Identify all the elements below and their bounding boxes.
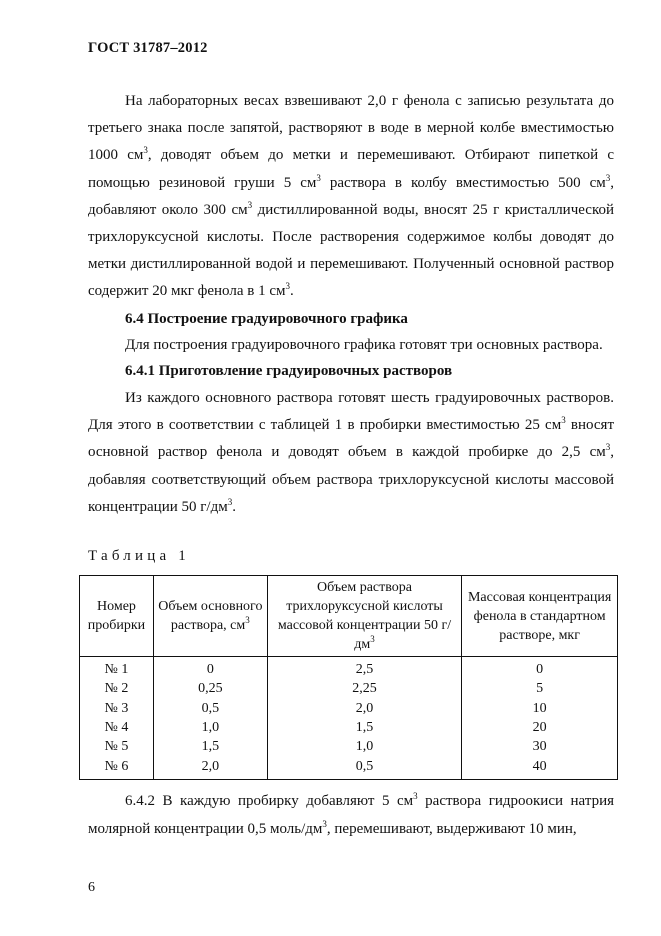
table-row [80,718,618,737]
table-cell: 2,0 [153,756,267,779]
table-cell: № 2 [80,679,154,698]
section-heading-6-4: 6.4 Построение градуировочного графика [125,311,408,327]
table-cell: 2,0 [267,699,462,718]
paragraph-calibration-solutions: Из каждого основного раствора готовят шесть градуировочных растворов. Для этого в соответствии с таблицей 1 в пробирки вместимостью 25 $см^3$ вносят основной раствор фенола и доводят объем в каждой пробирке до 2,5 $см^3$, добавляя соответствующий объем раствора трихлоруксусной кислоты массовой концентрации 50 $г/дм^3$. [88,390,614,515]
table-cell: 0 [153,657,267,680]
paragraph-6-4-2: 6.4.2 В каждую пробирку добавляют 5 $см^3$ раствора гидроокиси натрия молярной концентрации 0,5 моль/$дм^3$, перемешивают, выдерживают 10 мин, [88,791,614,837]
document-header: ГОСТ 31787–2012 [88,40,208,56]
table-header-cell: Номер пробирки [80,576,154,657]
table-cell: 1,0 [153,718,267,737]
table-cell: № 5 [80,737,154,756]
table-cell: № 1 [80,657,154,680]
table-cell: 2,25 [267,679,462,698]
table-caption: Таблица 1 [88,548,190,564]
table-header-cell: Объем раствора трихлоруксусной кислоты массовой концентрации 50 $г/дм^3$ [267,576,462,657]
table-row [80,657,618,680]
section-heading-6-4-1: 6.4.1 Приготовление градуировочных растворов [125,363,453,379]
table-header-cell: Объем основного раствора, $см^3$ [153,576,267,657]
table-header-cell: Массовая концентрация фенола в стандартном растворе, мкг [462,576,618,657]
paragraph-phenol-solution: На лабораторных весах взвешивают 2,0 г фенола с записью результата до третьего знака после запятой, растворяют в воде в мерной колбе вместимостью 1000 $см^3$, доводят объем до метки и перемешивают. Отбирают пипеткой с помощью резиновой груши 5 $см^3$ раствора в колбу вместимостью 500 $см^3$, добавляют около 300 $см^3$ дистиллированной воды, вносят 25 г кристаллической трихлоруксусной кислоты. После растворения содержимое колбы доводят до метки дистиллированной водой и перемешивают. Полученный основной раствор содержит 20 мкг фенола в 1 $см^3$. [88,93,614,300]
table-cell: № 3 [80,699,154,718]
table-cell: 0 [462,657,618,680]
table-cell: 5 [462,679,618,698]
page-number: 6 [88,880,95,895]
table-cell: № 4 [80,718,154,737]
table-cell: 1,5 [267,718,462,737]
table-cell: 40 [462,756,618,779]
table-cell: 0,25 [153,679,267,698]
table-cell: 0,5 [267,756,462,779]
table-cell: 1,0 [267,737,462,756]
table-row [80,756,618,779]
table-cell: 1,5 [153,737,267,756]
table-cell: 20 [462,718,618,737]
table-cell: 30 [462,737,618,756]
table-row [80,737,618,756]
table-cell: 0,5 [153,699,267,718]
table-row [80,699,618,718]
table-cell: 2,5 [267,657,462,680]
table-cell: № 6 [80,756,154,779]
table-header-row [80,576,618,657]
calibration-table [79,575,618,780]
table-cell: 10 [462,699,618,718]
table-row [80,679,618,698]
section-6-4-text: Для построения градуировочного графика готовят три основных раствора. [125,337,603,353]
